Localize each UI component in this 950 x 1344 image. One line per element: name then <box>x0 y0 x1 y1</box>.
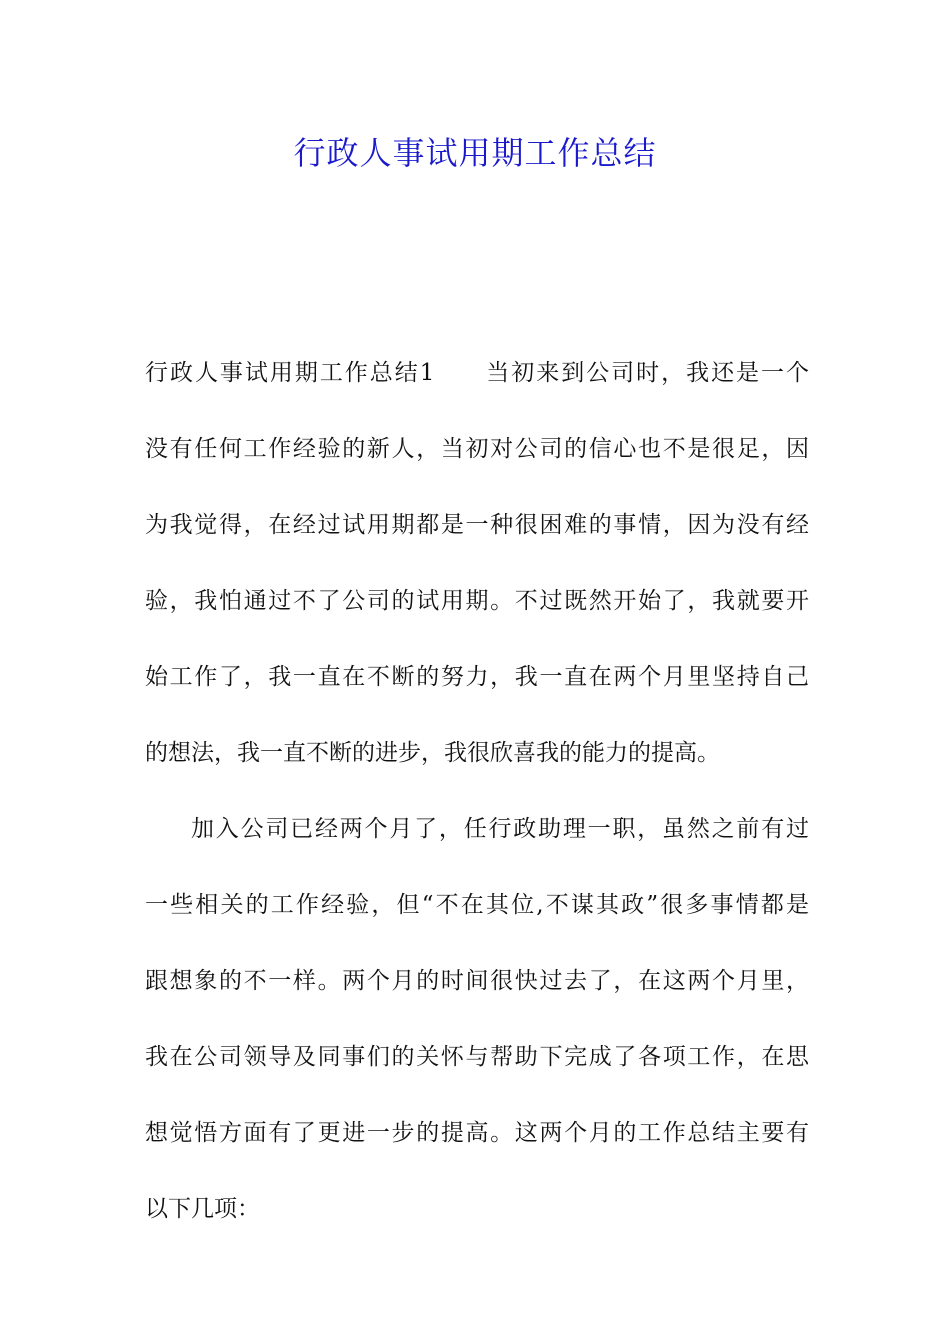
body-line: 为我觉得，在经过试用期都是一种很困难的事情，因为没有经 <box>145 512 809 538</box>
document-body <box>145 335 809 1247</box>
body-line: 一些相关的工作经验，但“不在其位,不谋其政”很多事情都是 <box>145 892 809 918</box>
body-line: 行政人事试用期工作总结1 当初来到公司时，我还是一个 <box>145 360 809 386</box>
body-line: 始工作了，我一直在不断的努力，我一直在两个月里坚持自己 <box>145 664 809 690</box>
document-title: 行政人事试用期工作总结 <box>293 134 657 172</box>
body-line: 跟想象的不一样。两个月的时间很快过去了，在这两个月里， <box>145 968 809 994</box>
body-line: 没有任何工作经验的新人，当初对公司的信心也不是很足，因 <box>145 436 809 462</box>
body-line: 想觉悟方面有了更进一步的提高。这两个月的工作总结主要有 <box>145 1120 809 1146</box>
body-line: 加入公司已经两个月了，任行政助理一职，虽然之前有过 <box>191 816 809 842</box>
body-line: 验，我怕通过不了公司的试用期。不过既然开始了，我就要开 <box>145 588 809 614</box>
body-line: 的想法，我一直不断的进步，我很欣喜我的能力的提高。 <box>145 740 720 766</box>
body-line: 以下几项： <box>145 1196 260 1222</box>
body-line: 我在公司领导及同事们的关怀与帮助下完成了各项工作，在思 <box>145 1044 809 1070</box>
